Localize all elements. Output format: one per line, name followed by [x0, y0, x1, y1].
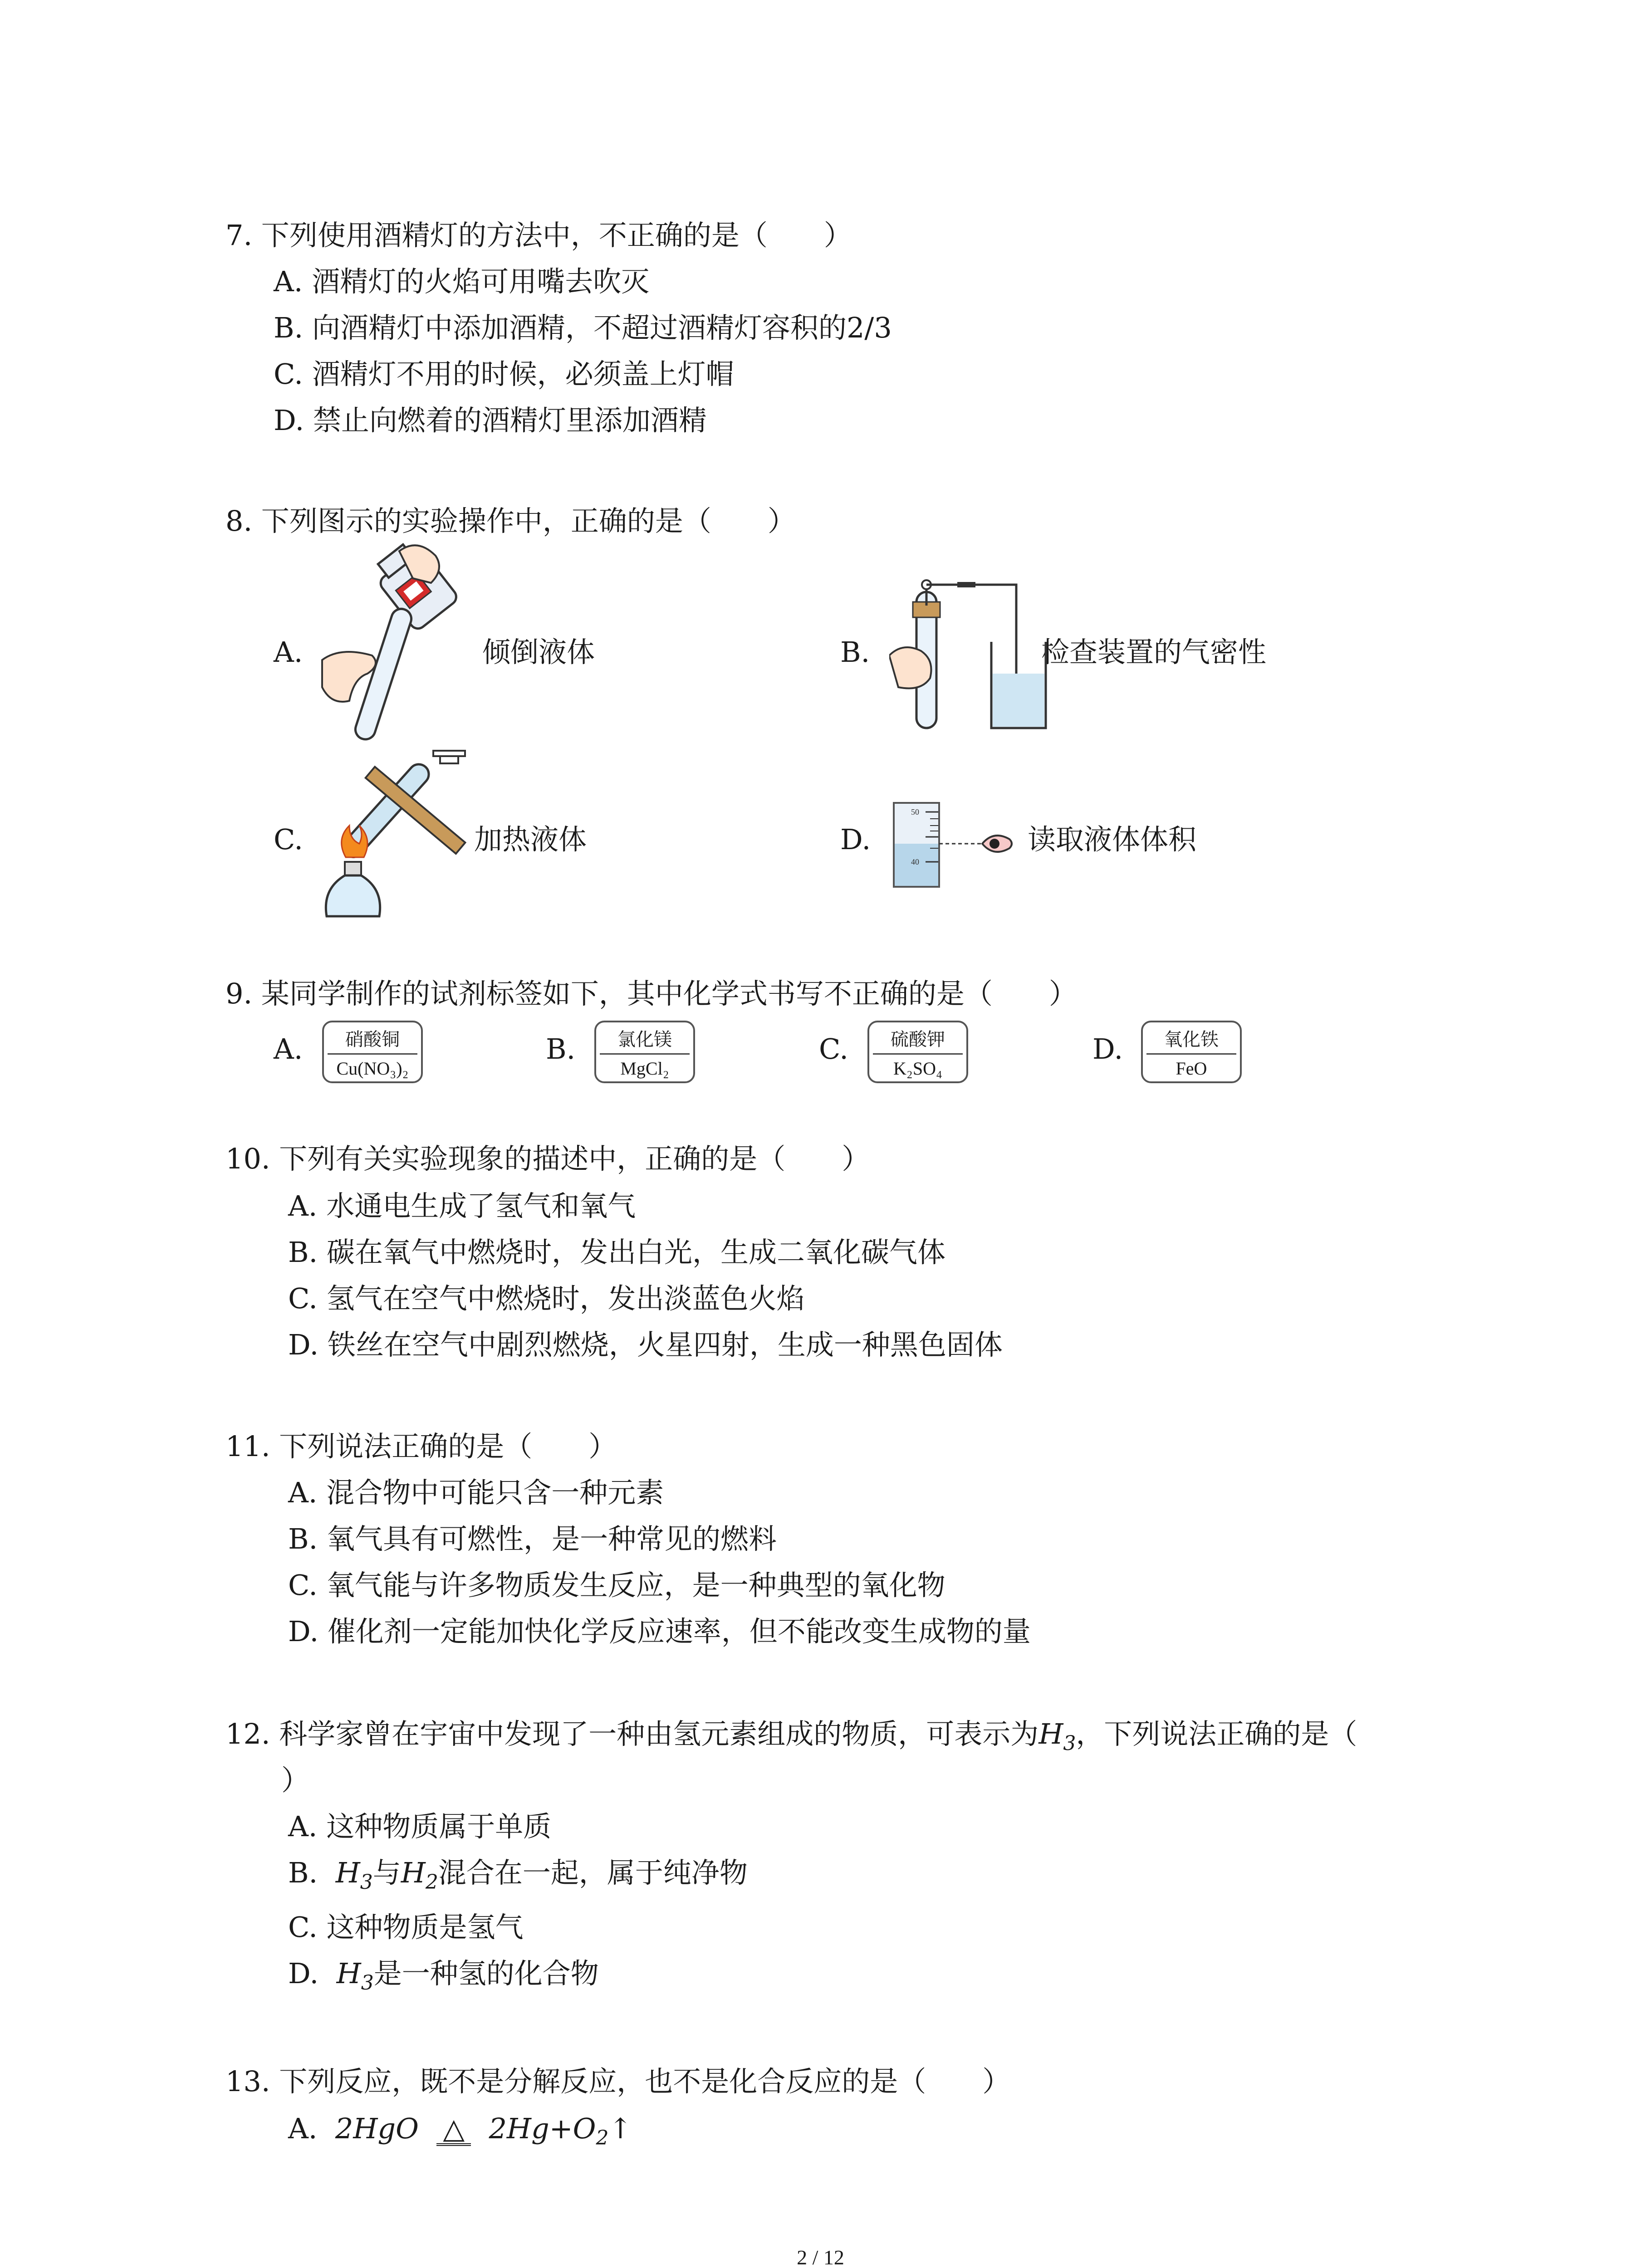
q13-option-a-letter: A.	[288, 2112, 318, 2145]
q12-formula-sub: 3	[1063, 1732, 1076, 1755]
cylinder-tick-40: 40	[911, 857, 919, 866]
q11-option-d: D. 催化剂一定能加快化学反应速率，但不能改变生成物的量	[288, 1615, 1031, 1648]
q8-option-c-letter: C.	[274, 823, 303, 856]
q12-option-b-sub1: 3	[360, 1871, 373, 1894]
q13-stem: 13. 下列反应，既不是分解反应，也不是化合反应的是（ ）	[225, 2065, 1011, 2098]
reagent-label-d	[1141, 1021, 1242, 1083]
q13-equation-sub: 2	[596, 2126, 609, 2150]
q10-option-a: A. 水通电生成了氢气和氧气	[288, 1189, 636, 1222]
q7-option-a: A. 酒精灯的火焰可用嘴去吹灭	[274, 265, 650, 298]
q12-option-b-sub2: 2	[425, 1871, 438, 1894]
page-number: 2 / 12	[797, 2246, 844, 2268]
q13-equation-lhs: 2HgO	[335, 2112, 419, 2145]
q12-option-d	[288, 1954, 599, 2003]
reagent-label-b	[594, 1021, 695, 1083]
q7-option-d: D. 禁止向燃着的酒精灯里添加酒精	[274, 404, 707, 437]
q12-option-d-letter: D.	[288, 1957, 319, 1990]
q8-option-d-letter: D.	[840, 823, 871, 856]
airtightness-check-illustration	[889, 578, 1062, 733]
q11-stem: 11. 下列说法正确的是（ ）	[225, 1430, 617, 1463]
pouring-liquid-illustration	[313, 542, 485, 769]
q12-option-b-letter: B.	[288, 1856, 318, 1889]
q12-option-b-h2: H	[401, 1856, 426, 1889]
graduated-cylinder-illustration	[889, 798, 1016, 889]
q10-option-d: D. 铁丝在空气中剧烈燃烧，火星四射，生成一种黑色固体	[288, 1328, 1003, 1361]
q13-equation-rhs: 2Hg+O	[489, 2112, 596, 2145]
q8-option-b-caption: 检查装置的气密性	[1041, 635, 1267, 669]
q10-option-b: B. 碳在氧气中燃烧时，发出白光，生成二氧化碳气体	[288, 1236, 945, 1269]
reagent-formula-c: K₂SO₄	[893, 1058, 942, 1079]
q12-option-b	[288, 1853, 748, 1902]
reagent-formula-a: Cu(NO₃)₂	[336, 1058, 409, 1079]
cylinder-tick-50: 50	[911, 807, 919, 816]
q12-option-c: C. 这种物质是氢气	[288, 1911, 524, 1944]
q12-option-b-mid: 与	[372, 1856, 401, 1889]
q10-stem: 10. 下列有关实验现象的描述中，正确的是（ ）	[225, 1142, 870, 1175]
q9-option-d-letter: D.	[1092, 1032, 1123, 1066]
q10-option-c: C. 氢气在空气中燃烧时，发出淡蓝色火焰	[288, 1282, 805, 1315]
q12-option-a: A. 这种物质属于单质	[288, 1810, 552, 1843]
q12-option-d-h: H	[336, 1957, 361, 1990]
q7-stem: 7. 下列使用酒精灯的方法中，不正确的是（ ）	[225, 219, 852, 252]
q9-stem: 9. 某同学制作的试剂标签如下，其中化学式书写不正确的是（ ）	[225, 977, 1077, 1010]
reagent-label-a	[322, 1021, 423, 1083]
q8-option-c-caption: 加热液体	[474, 823, 587, 856]
reagent-name-b: 氯化镁	[617, 1029, 672, 1050]
q8-option-d-caption: 读取液体体积	[1028, 823, 1197, 856]
q12-formula-h: H	[1038, 1717, 1063, 1750]
q12-stem	[225, 1715, 1357, 1763]
q8-stem: 8. 下列图示的实验操作中，正确的是（ ）	[225, 504, 796, 538]
q12-option-b-text: 混合在一起，属于纯净物	[438, 1856, 748, 1889]
q12-option-b-h1: H	[335, 1856, 360, 1889]
q12-stem-text: 12. 科学家曾在宇宙中发现了一种由氢元素组成的物质，可表示为	[225, 1717, 1039, 1750]
heating-liquid-illustration	[313, 753, 476, 921]
reagent-name-d: 氧化铁	[1164, 1029, 1219, 1050]
q12-stem-tail: ，下列说法正确的是（	[1076, 1717, 1357, 1750]
q9-option-c-letter: C.	[819, 1032, 848, 1066]
q13-gas-arrow: ↑	[608, 2112, 632, 2145]
q9-option-a-letter: A.	[274, 1032, 303, 1066]
q11-option-c: C. 氧气能与许多物质发生反应，是一种典型的氧化物	[288, 1569, 945, 1602]
q7-option-b: B. 向酒精灯中添加酒精，不超过酒精灯容积的2/3	[274, 311, 892, 344]
q8-option-a-caption: 倾倒液体	[482, 635, 595, 669]
reagent-name-c: 硫酸钾	[891, 1029, 945, 1050]
q12-option-d-text: 是一种氢的化合物	[373, 1957, 599, 1990]
q8-option-b-letter: B.	[840, 635, 870, 669]
reagent-formula-b: MgCl₂	[620, 1058, 669, 1079]
q9-option-b-letter: B.	[546, 1032, 576, 1066]
q12-option-d-sub: 3	[361, 1971, 374, 1994]
q13-option-a	[288, 2109, 632, 2158]
q13-condition-heat: △	[436, 2114, 471, 2146]
q11-option-a: A. 混合物中可能只含一种元素	[288, 1476, 664, 1509]
reagent-formula-d: FeO	[1176, 1058, 1207, 1079]
reagent-name-a: 硝酸铜	[345, 1029, 400, 1050]
reagent-label-c	[867, 1021, 968, 1083]
q8-option-a-letter: A.	[274, 635, 303, 669]
q7-option-c: C. 酒精灯不用的时候，必须盖上灯帽	[274, 357, 734, 391]
q12-stem-line2: ）	[281, 1764, 310, 1797]
q11-option-b: B. 氧气具有可燃性，是一种常见的燃料	[288, 1522, 777, 1555]
